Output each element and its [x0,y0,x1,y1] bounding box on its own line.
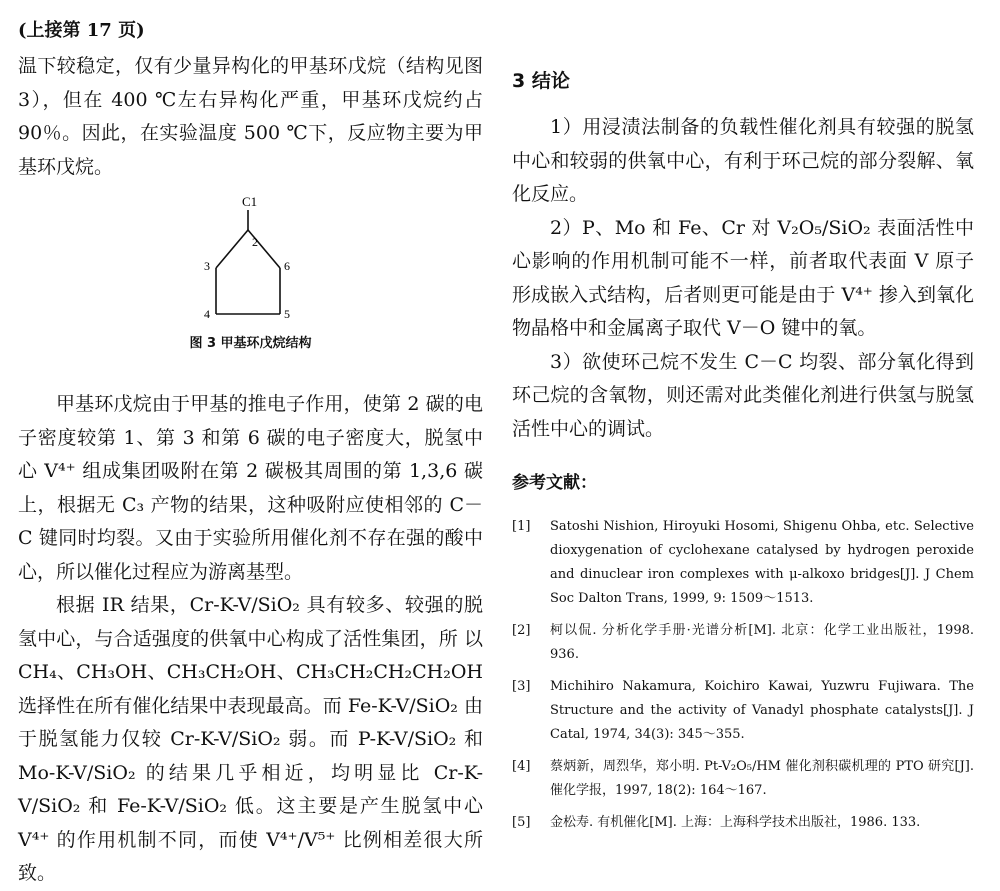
paragraph-2: 甲基环戊烷由于甲基的推电子作用，使第 2 碳的电子密度较第 1、第 3 和第 6 碳的电子密度大，脱氢中心 V⁴⁺ 组成集团吸附在第 2 碳极其周围的第 1,3,6 碳上，根据无 C₃ 产物的结果，这种吸附应使相邻的 C－C 键同时均裂。又由于实验所用催化剂不存在强的酸中心，所以催化过程应为游离基型。 [18,393,483,583]
paragraph-3: 根据 IR 结果，Cr-K-V/SiO₂ 具有较多、较强的脱氢中心，与合适强度的供氧中心构成了活性集团，所 以 CH₄、CH₃OH、CH₃CH₂OH、CH₃CH₂CH₂CH₂OH 选择性在所有催化结果中表现最高。而 Fe-K-V/SiO₂ 由于脱氢能力仅较 Cr-K-V/SiO₂ 弱。而 P-K-V/SiO₂ 和 Mo-K-V/SiO₂ 的结果几乎相近，均明显比 Cr-K-V/SiO₂ 和 Fe-K-V/SiO₂ 低。这主要是产生脱氢中心 V⁴⁺ 的作用机制不同，而使 V⁴⁺/V⁵⁺ 比例相差很大所致。 [18,594,483,884]
reference-item [512,755,974,803]
reference-item [512,811,974,835]
figure-3 [18,188,483,351]
figure-caption: 图 3 甲基环戊烷结构 [189,336,312,351]
references-title: 参考文献： [512,473,597,493]
reference-item [512,675,974,747]
conclusion-3: 3）欲使环己烷不发生 C－C 均裂、部分氧化得到环己烷的含氧物，则还需对此类催化剂进行供氢与脱氢活性中心的调试。 [512,350,974,440]
reference-number: [1] [512,519,531,534]
figure-spacer [18,348,483,388]
atom-label-2: 2 [252,235,258,249]
reference-text: 蔡炳新，周烈华，郑小明. Pt-V₂O₅/HM 催化剂积碳机理的 PTO 研究[J]. 催化学报，1997, 18(2): 164～167. [550,759,974,798]
reference-text: Satoshi Nishion, Hiroyuki Hosomi, Shigenu Ohba, etc. Selective dioxygenation of cyclohexane catalysed by hydrogen peroxide and dinuclear iron complexes with μ-alkoxo bridges[J]. J Chem Soc Dalton Trans, 1999, 9: 1509～1513. [550,519,974,606]
reference-number: [3] [512,679,531,694]
paragraph-1: 温下较稳定，仅有少量异构化的甲基环戊烷（结构见图 3），但在 400 ℃左右异构化严重，甲基环戊烷约占 90％。因此，在实验温度 500 ℃下，反应物主要为甲基环戊烷。 [18,55,483,178]
reference-text: 金松寿. 有机催化[M]. 上海：上海科学技术出版社，1986. 133. [550,815,921,830]
right-column [512,0,974,843]
reference-list [512,515,974,835]
conclusion-1: 1）用浸渍法制备的负载性催化剂具有较强的脱氢中心和较弱的供氧中心，有利于环己烷的部分裂解、氧化反应。 [512,116,974,205]
section-title: 3 结论 [512,70,570,92]
methylcyclopentane-structure [168,188,338,328]
atom-label-c1: C1 [242,194,258,209]
reference-text: Michihiro Nakamura, Koichiro Kawai, Yuzwru Fujiwara. The Structure and the activity of Vanadyl phosphate catalysts[J]. J Catal, 1974, 34(3): 345～355. [550,679,974,742]
conclusion-2: 2）P、Mo 和 Fe、Cr 对 V₂O₅/SiO₂ 表面活性中心影响的作用机制可能不一样，前者取代表面 V 原子形成嵌入式结构，后者则更可能是由于 V⁴⁺ 掺入到氧化物晶格中和金属离子取代 V－O 键中的氧。 [512,216,974,339]
atom-label-3: 3 [204,259,210,273]
reference-number: [4] [512,759,531,774]
reference-number: [5] [512,815,531,830]
bond-c2-c3 [216,230,248,268]
atom-label-6: 6 [284,259,290,273]
continued-from-label: (上接第 17 页) [18,20,145,41]
left-column [18,0,483,891]
reference-text: 柯以侃. 分析化学手册·光谱分析[M]. 北京：化学工业出版社，1998. 936. [550,623,974,662]
reference-number: [2] [512,623,531,638]
reference-item [512,619,974,667]
atom-label-5: 5 [284,307,290,321]
reference-item [512,515,974,611]
atom-label-4: 4 [204,307,210,321]
